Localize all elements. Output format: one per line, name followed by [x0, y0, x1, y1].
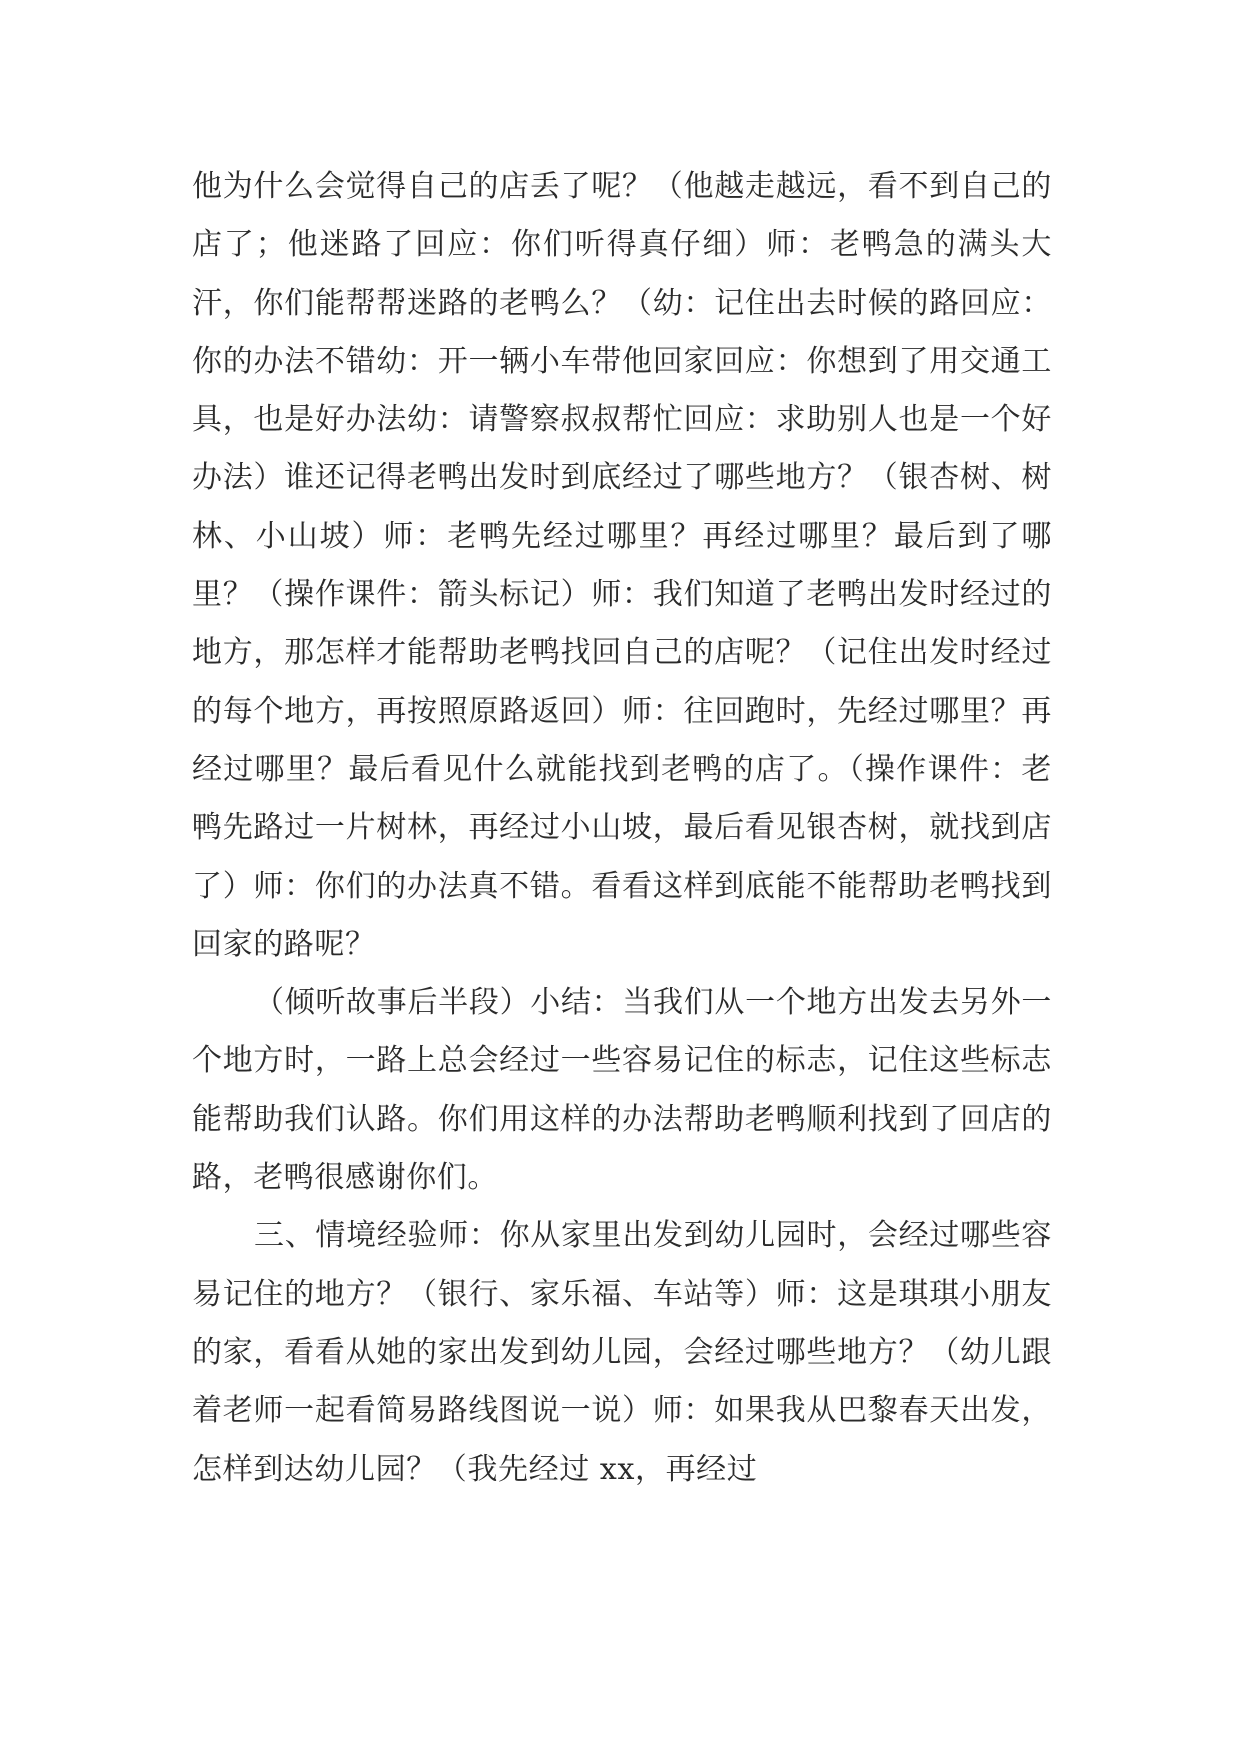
paragraph-summary: （倾听故事后半段）小结：当我们从一个地方出发去另外一个地方时，一路上总会经过一些容易记住的标志，记住这些标志能帮助我们认路。你们用这样的办法帮助老鸭顺利找到了回店的路，老鸭很感谢你们。: [192, 985, 1052, 1196]
paragraph-story-discussion: 他为什么会觉得自己的店丢了呢？（他越走越远，看不到自己的店了；他迷路了回应：你们听得真仔细）师：老鸭急的满头大汗，你们能帮帮迷路的老鸭么？（幼：记住出去时候的路回应：你的办法不错幼：开一辆小车带他回家回应：你想到了用交通工具，也是好办法幼：请警察叔叔帮忙回应：求助别人也是一个好办法）谁还记得老鸭出发时到底经过了哪些地方？（银杏树、树林、小山坡）师：老鸭先经过哪里？再经过哪里？最后到了哪里？（操作课件：箭头标记）师：我们知道了老鸭出发时经过的地方，那怎样才能帮助老鸭找回自己的店呢？（记住出发时经过的每个地方，再按照原路返回）师：往回跑时，先经过哪里？再经过哪里？最后看见什么就能找到老鸭的店了。（操作课件：老鸭先路过一片树林，再经过小山坡，最后看见银杏树，就找到店了）师：你们的办法真不错。看看这样到底能不能帮助老鸭找到回家的路呢？: [192, 169, 1052, 962]
paragraph-situational-experience: 三、情境经验师：你从家里出发到幼儿园时，会经过哪些容易记住的地方？（银行、家乐福、车站等）师：这是琪琪小朋友的家，看看从她的家出发到幼儿园，会经过哪些地方？（幼儿跟着老师一起看简易路线图说一说）师：如果我从巴黎春天出发，怎样到达幼儿园？（我先经过 xx，再经过: [192, 1218, 1052, 1487]
document-body: [192, 158, 1052, 1499]
